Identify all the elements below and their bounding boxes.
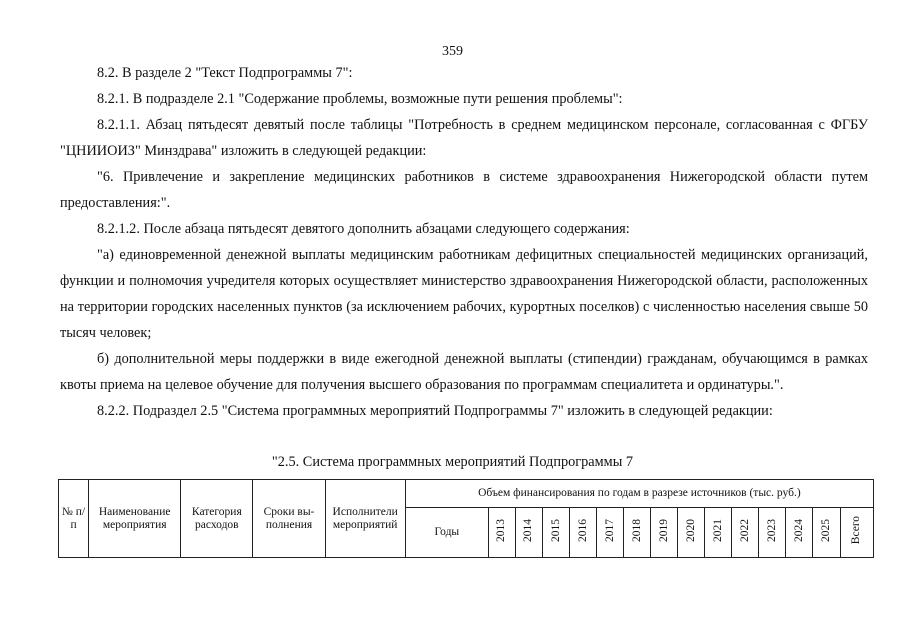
- header-funding: Объем финансирования по годам в разрезе источников (тыс. руб.): [405, 480, 873, 508]
- table-title: "2.5. Система программных мероприятий Подпрограммы 7: [271, 454, 634, 470]
- header-year: 2025: [813, 508, 840, 558]
- header-year: 2013: [488, 508, 515, 558]
- header-year: 2019: [651, 508, 678, 558]
- funding-table: [58, 479, 874, 558]
- paragraph-8-2: 8.2. В разделе 2 "Текст Подпрограммы 7":: [97, 65, 353, 81]
- header-year: 2014: [515, 508, 542, 558]
- table-header-row-1: [59, 480, 874, 508]
- header-year: 2024: [786, 508, 813, 558]
- header-category: Категория расходов: [181, 480, 253, 558]
- paragraph-8-2-2: 8.2.2. Подраздел 2.5 "Система программных мероприятий Подпрограммы 7" изложить в следующей редакции:: [97, 403, 773, 419]
- header-year: 2015: [543, 508, 570, 558]
- paragraph-item-b: б) дополнительной меры поддержки в виде ежегодной денежной выплаты (стипендии) гражданам, обучающимся в рамках квоты приема на целевое обучение для получения высшего образования по программам специалитета и ординатуры.".: [60, 351, 868, 393]
- header-executors: Исполнители мероприятий: [325, 480, 405, 558]
- header-year: 2017: [597, 508, 624, 558]
- header-year: 2022: [732, 508, 759, 558]
- paragraph-8-2-1-1: 8.2.1.1. Абзац пятьдесят девятый после таблицы "Потребность в среднем медицинском персонале, согласованная с ФГБУ "ЦНИИОИЗ" Минздрава" изложить в следующей редакции:: [60, 117, 868, 159]
- header-year: 2021: [705, 508, 732, 558]
- paragraph-8-2-1: 8.2.1. В подразделе 2.1 "Содержание проблемы, возможные пути решения проблемы":: [97, 91, 623, 107]
- header-num: № п/п: [59, 480, 89, 558]
- body-text: [60, 60, 868, 424]
- header-year: 2016: [570, 508, 597, 558]
- page-number: 359: [442, 44, 463, 59]
- header-year: 2020: [678, 508, 705, 558]
- header-years-label: Годы: [405, 508, 488, 558]
- header-year: 2018: [624, 508, 651, 558]
- header-terms: Сроки вы-полнения: [253, 480, 325, 558]
- paragraph-8-2-1-2: 8.2.1.2. После абзаца пятьдесят девятого дополнить абзацами следующего содержания:: [97, 221, 630, 237]
- paragraph-item-6: "6. Привлечение и закрепление медицинских работников в системе здравоохранения Нижегородской области путем предоставления:".: [60, 169, 868, 211]
- header-name: Наименование мероприятия: [89, 480, 181, 558]
- paragraph-item-a: "а) единовременной денежной выплаты медицинским работникам дефицитных специальностей медицинских организаций, функции и полномочия учредителя которых осуществляет министерство здравоохранения Нижегородской области, расположенных на территории городских населенных пунктов (за исключением рабочих, курортных поселков) с численностью населения свыше 50 тысяч человек;: [60, 247, 868, 341]
- header-total: Всего: [840, 508, 873, 558]
- header-year: 2023: [759, 508, 786, 558]
